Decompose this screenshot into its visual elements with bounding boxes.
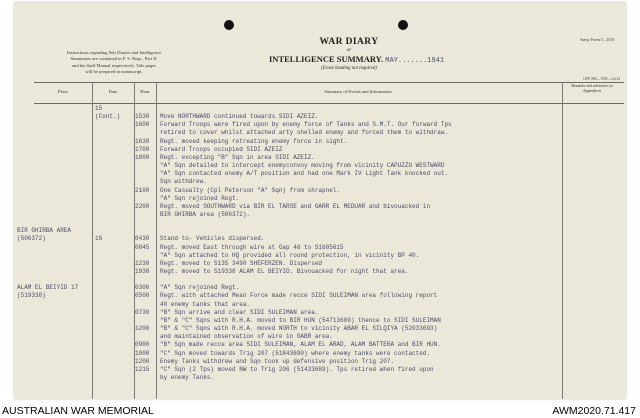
column-header-place: Place xyxy=(58,89,68,94)
entry-hour: 0300 xyxy=(135,284,150,292)
instructions-block xyxy=(34,50,194,75)
entry-text: Move NORTHWARD continued towards SIDI AZEIZ. xyxy=(160,113,319,121)
entry-date: (Cont.) xyxy=(95,113,121,121)
entry-date: 15 xyxy=(95,105,103,112)
entry-hour: 0730 xyxy=(135,308,150,316)
entry-text: "C" Sqn (2 Tps) moved NW to Trig 206 (51433689). Tps retired when fired upon xyxy=(160,365,434,373)
entry-place: BIR GHIRBA AREA xyxy=(17,227,72,235)
entry-text: 40 enemy tanks that area. xyxy=(160,300,251,308)
page-title: WAR DIARY xyxy=(319,37,379,47)
entry-text: "A" Sqn rejoined Regt. xyxy=(160,284,240,292)
column-header-date: Date xyxy=(108,89,118,94)
entry-text: retired to cover whilst attached arty shelled enemy and forced them to withdraw. xyxy=(160,129,449,137)
entry-text: "C" Sqn moved towards Trig 207 (51843690) where enemy tanks were contacted. xyxy=(160,349,431,357)
entry-text: "B" & "C" Sqns with R.H.A. moved NORTH to vicinity ABAR EL SILQIYA (52033693) xyxy=(160,325,438,333)
entry-hour: 1230 xyxy=(135,259,150,267)
entry-place: ALAM EL BEIYID 17 xyxy=(17,284,79,292)
entry-text: "B" & "C" Sqns with R.H.A. moved to BIR HUN (54713609) thence to SIDI SULEIMAN xyxy=(160,316,441,324)
entry-hour: 1200 xyxy=(135,357,150,365)
instructions-line: and the Staff Manual respectively. Title pages xyxy=(72,62,156,68)
entry-hour: 0845 xyxy=(135,243,150,251)
entry-text: Regt. moved to 519338 ALAM EL BEIYID. Bivouacked for night that area. xyxy=(160,268,409,275)
column-header-summary: Summary of Events and Information xyxy=(324,89,392,94)
entry-hour: 1600 xyxy=(135,121,150,129)
column-divider xyxy=(562,82,563,399)
punch-hole-right-icon xyxy=(398,20,408,30)
entry-place: (519338) xyxy=(17,292,46,300)
instructions-line: Instructions regarding War Diaries and Intelligence xyxy=(66,50,162,55)
intelligence-summary-heading: INTELLIGENCE SUMMARY. xyxy=(269,54,384,64)
entry-text: "B" Sqn arrive and clear SIDI SULEIMAN area. xyxy=(160,308,319,316)
entry-text: BIR GHIRBA area (506372). xyxy=(160,210,251,218)
entry-text: Regt. moved to 5135 3490 SHEFERZEN. Dispersed xyxy=(160,259,323,267)
table-header xyxy=(34,82,624,104)
entry-place: (506372) xyxy=(17,235,46,243)
entry-text: and maintained observation of wire in GABR area. xyxy=(160,333,333,341)
instructions-line: Summaries are contained in F. S. Regs., Part II. xyxy=(70,56,158,62)
entry-text: Forward Troops occupied SIDI AZEIZ xyxy=(160,145,283,153)
entry-text: Regt. moved SOUTHWARD via BIR EL TARSE and GARR EL MEDUAR and bivouacked in xyxy=(160,202,431,210)
entry-text: Enemy Tanks withdrew and Sqn took up defensive position Trig 207. xyxy=(160,357,395,365)
entry-text: Stand to- Vehicles dispersed. xyxy=(160,235,265,243)
entry-hour: 0500 xyxy=(135,292,150,300)
entry-hour: 0430 xyxy=(135,235,150,243)
archive-reference: AWM2020.71.417 xyxy=(552,405,636,417)
entry-hour: 1930 xyxy=(135,268,150,275)
entry-hour: 1215 xyxy=(135,365,150,373)
entry-text: Regt. moved East through wire at Gap 46 to 51685615 xyxy=(160,243,344,251)
entry-hour: 1530 xyxy=(135,113,150,121)
war-diary-page xyxy=(14,2,626,399)
entry-hour: 1700 xyxy=(135,145,150,153)
entry-text: Forward Troops were fired upon by enemy force of Tanks and S.M.T. Our forward Tps xyxy=(160,121,452,129)
archive-footer xyxy=(0,403,640,418)
entry-hour: 1800 xyxy=(135,153,150,161)
column-divider xyxy=(156,82,157,399)
title-or: or xyxy=(346,48,352,53)
archive-credit: AUSTRALIAN WAR MEMORIAL xyxy=(2,405,154,417)
entry-hour: 1630 xyxy=(135,137,150,145)
entry-text: "A" Sqn attached to HQ provided all round protection, in vicinity BP 40. xyxy=(160,251,420,259)
column-header-remarks: Remarks and references to Appendices xyxy=(571,84,613,93)
instructions-line: will be prepared in manuscript. xyxy=(85,68,143,74)
month-year: MAY.......1941 xyxy=(385,57,445,65)
entry-text: Regt. excepting "B" Sqn in area SIDI AZEIZ. xyxy=(160,153,315,161)
entry-hour: 2200 xyxy=(135,202,150,210)
entry-text: by enemy Tanks. xyxy=(160,373,215,381)
form-print-code: GFP. 886—1939—3,4,34 xyxy=(583,77,620,81)
entry-text: One Casualty (Cpl Peterson "A" Sqn) from shrapnel. xyxy=(160,186,341,194)
title-subtitle xyxy=(229,54,469,65)
entry-hour: 1000 xyxy=(135,349,150,357)
entry-text: Regt. moved keeping retreating enemy force in sight. xyxy=(160,137,348,145)
entry-hour: 2100 xyxy=(135,186,150,194)
column-divider xyxy=(92,82,93,399)
entry-text: "A" Sqn detailed to intercept enemyconvoy moving from vicinity CAPUZZO WESTWARD xyxy=(160,162,445,170)
entry-text: "B" Sqn made recce area SIDI SULEIMAN, ALAM EL ARAD, ALAM BATTERA and BIR HUN. xyxy=(160,341,441,349)
entry-date: 16 xyxy=(95,235,103,243)
erase-heading-note: (Erase heading not required) xyxy=(321,66,377,71)
entry-text: Sqn withdrew. xyxy=(160,178,207,186)
entry-hour: 1200 xyxy=(135,325,150,333)
title-block xyxy=(229,37,469,71)
entry-hour: 0900 xyxy=(135,341,150,349)
entry-text: Regt. with attached Mean Force made recce SIDI SULEIMAN area following report xyxy=(160,292,438,300)
entry-text: "A" Sqn contacted enemy A/T position and had one Mark IV Light Tank knocked out. xyxy=(160,170,449,178)
column-header-hour: Hour xyxy=(140,89,150,94)
entry-text: "A" Sqn rejoined Regt. xyxy=(160,194,240,202)
punch-hole-left-icon xyxy=(224,20,234,30)
army-form-reference: Army Form C. 2118 xyxy=(579,37,614,42)
